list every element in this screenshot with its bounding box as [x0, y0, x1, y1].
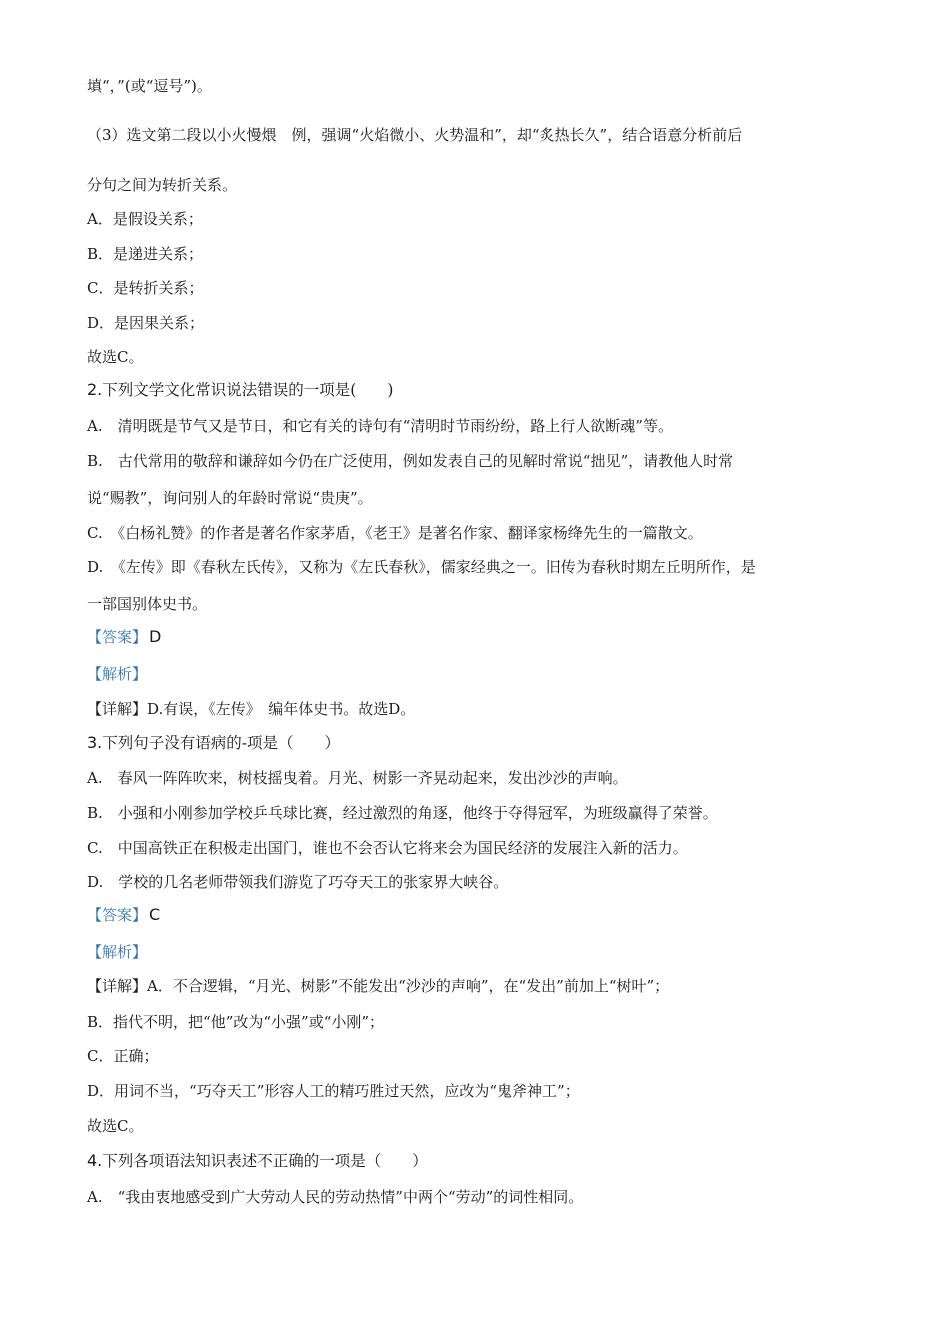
answer-label: 【答案】 [87, 628, 148, 646]
answer-row [87, 905, 160, 925]
answer-value: C [149, 905, 161, 924]
option-line: B．是递进关系； [87, 245, 204, 263]
option-line: D．是因果关系； [87, 314, 205, 332]
option-line: A．是假设关系； [87, 210, 203, 228]
option-line: C．是转折关系； [87, 279, 204, 297]
question-number: 3. [87, 733, 103, 752]
option-a: A. 清明既是节气又是节日，和它有关的诗句有“清明时节雨纷纷，路上行人欲断魂”等。 [87, 417, 673, 435]
detail-line: D．用词不当，“巧夺天工”形容人工的精巧胜过天然，应改为“鬼斧神工”； [87, 1082, 580, 1100]
detail-line: C．正确； [87, 1047, 159, 1065]
question-number: 2. [87, 380, 103, 399]
conclusion-line: 故选C。 [87, 1117, 144, 1135]
option-b: B. 古代常用的敬辞和谦辞如今仍在广泛使用，例如发表自己的见解时常说“拙见”，请教他人时常 [87, 452, 734, 470]
option-c: C. 中国高铁正在积极走出国门，谁也不会否认它将来会为国民经济的发展注入新的活力。 [87, 839, 688, 857]
option-b: B. 小强和小刚参加学校乒乓球比赛，经过激烈的角逐，他终于夺得冠军，为班级赢得了荣誉。 [87, 804, 718, 822]
answer-row [87, 627, 161, 647]
detail-line: 【详解】D.有误，《左传》 编年体史书。故选D。 [87, 700, 416, 718]
question-text: 下列句子没有语病的-项是（ ） [102, 734, 341, 752]
text-line: 填“，”(或“逗号”)。 [87, 77, 212, 95]
question-4-stem [87, 1151, 428, 1171]
text-line: （3）选文第二段以小火慢煨 例，强调“火焰微小、火势温和”，却“炙热长久”，结合语意分析前后 [87, 126, 743, 144]
question-2-stem [87, 380, 393, 400]
option-b-continued: 说“赐教”，询问别人的年龄时常说“贵庚”。 [87, 489, 373, 507]
text-line: 分句之间为转折关系。 [87, 176, 238, 194]
option-a: A. 春风一阵阵吹来，树枝摇曳着。月光、树影一齐晃动起来，发出沙沙的声响。 [87, 769, 628, 787]
option-a: A. “我由衷地感受到广大劳动人民的劳动热情”中两个“劳动”的词性相同。 [87, 1188, 584, 1206]
option-c: C. 《白杨礼赞》的作者是著名作家茅盾，《老王》是著名作家、翻译家杨绛先生的一篇散文。 [87, 524, 703, 542]
question-number: 4. [87, 1151, 103, 1170]
question-3-stem [87, 733, 340, 753]
option-d: D. 学校的几名老师带领我们游览了巧夺天工的张家界大峡谷。 [87, 873, 509, 891]
question-text: 下列文学文化常识说法错误的一项是( ) [102, 381, 394, 399]
analysis-label: 【解析】 [87, 943, 148, 961]
detail-line: B．指代不明，把“他”改为“小强”或“小刚”； [87, 1013, 385, 1031]
answer-value: D [149, 627, 162, 646]
option-d: D. 《左传》即《春秋左氏传》，又称为《左氏春秋》，儒家经典之一。旧传为春秋时期左丘明所作，是 [87, 558, 756, 576]
option-d-continued: 一部国别体史书。 [87, 595, 208, 613]
answer-label: 【答案】 [87, 906, 148, 924]
question-text: 下列各项语法知识表述不正确的一项是（ ） [102, 1152, 428, 1170]
conclusion-line: 故选C。 [87, 348, 144, 366]
analysis-label: 【解析】 [87, 665, 148, 683]
detail-line: 【详解】A．不合逻辑，“月光、树影”不能发出“沙沙的声响”，在“发出”前加上“树叶”； [87, 977, 670, 995]
